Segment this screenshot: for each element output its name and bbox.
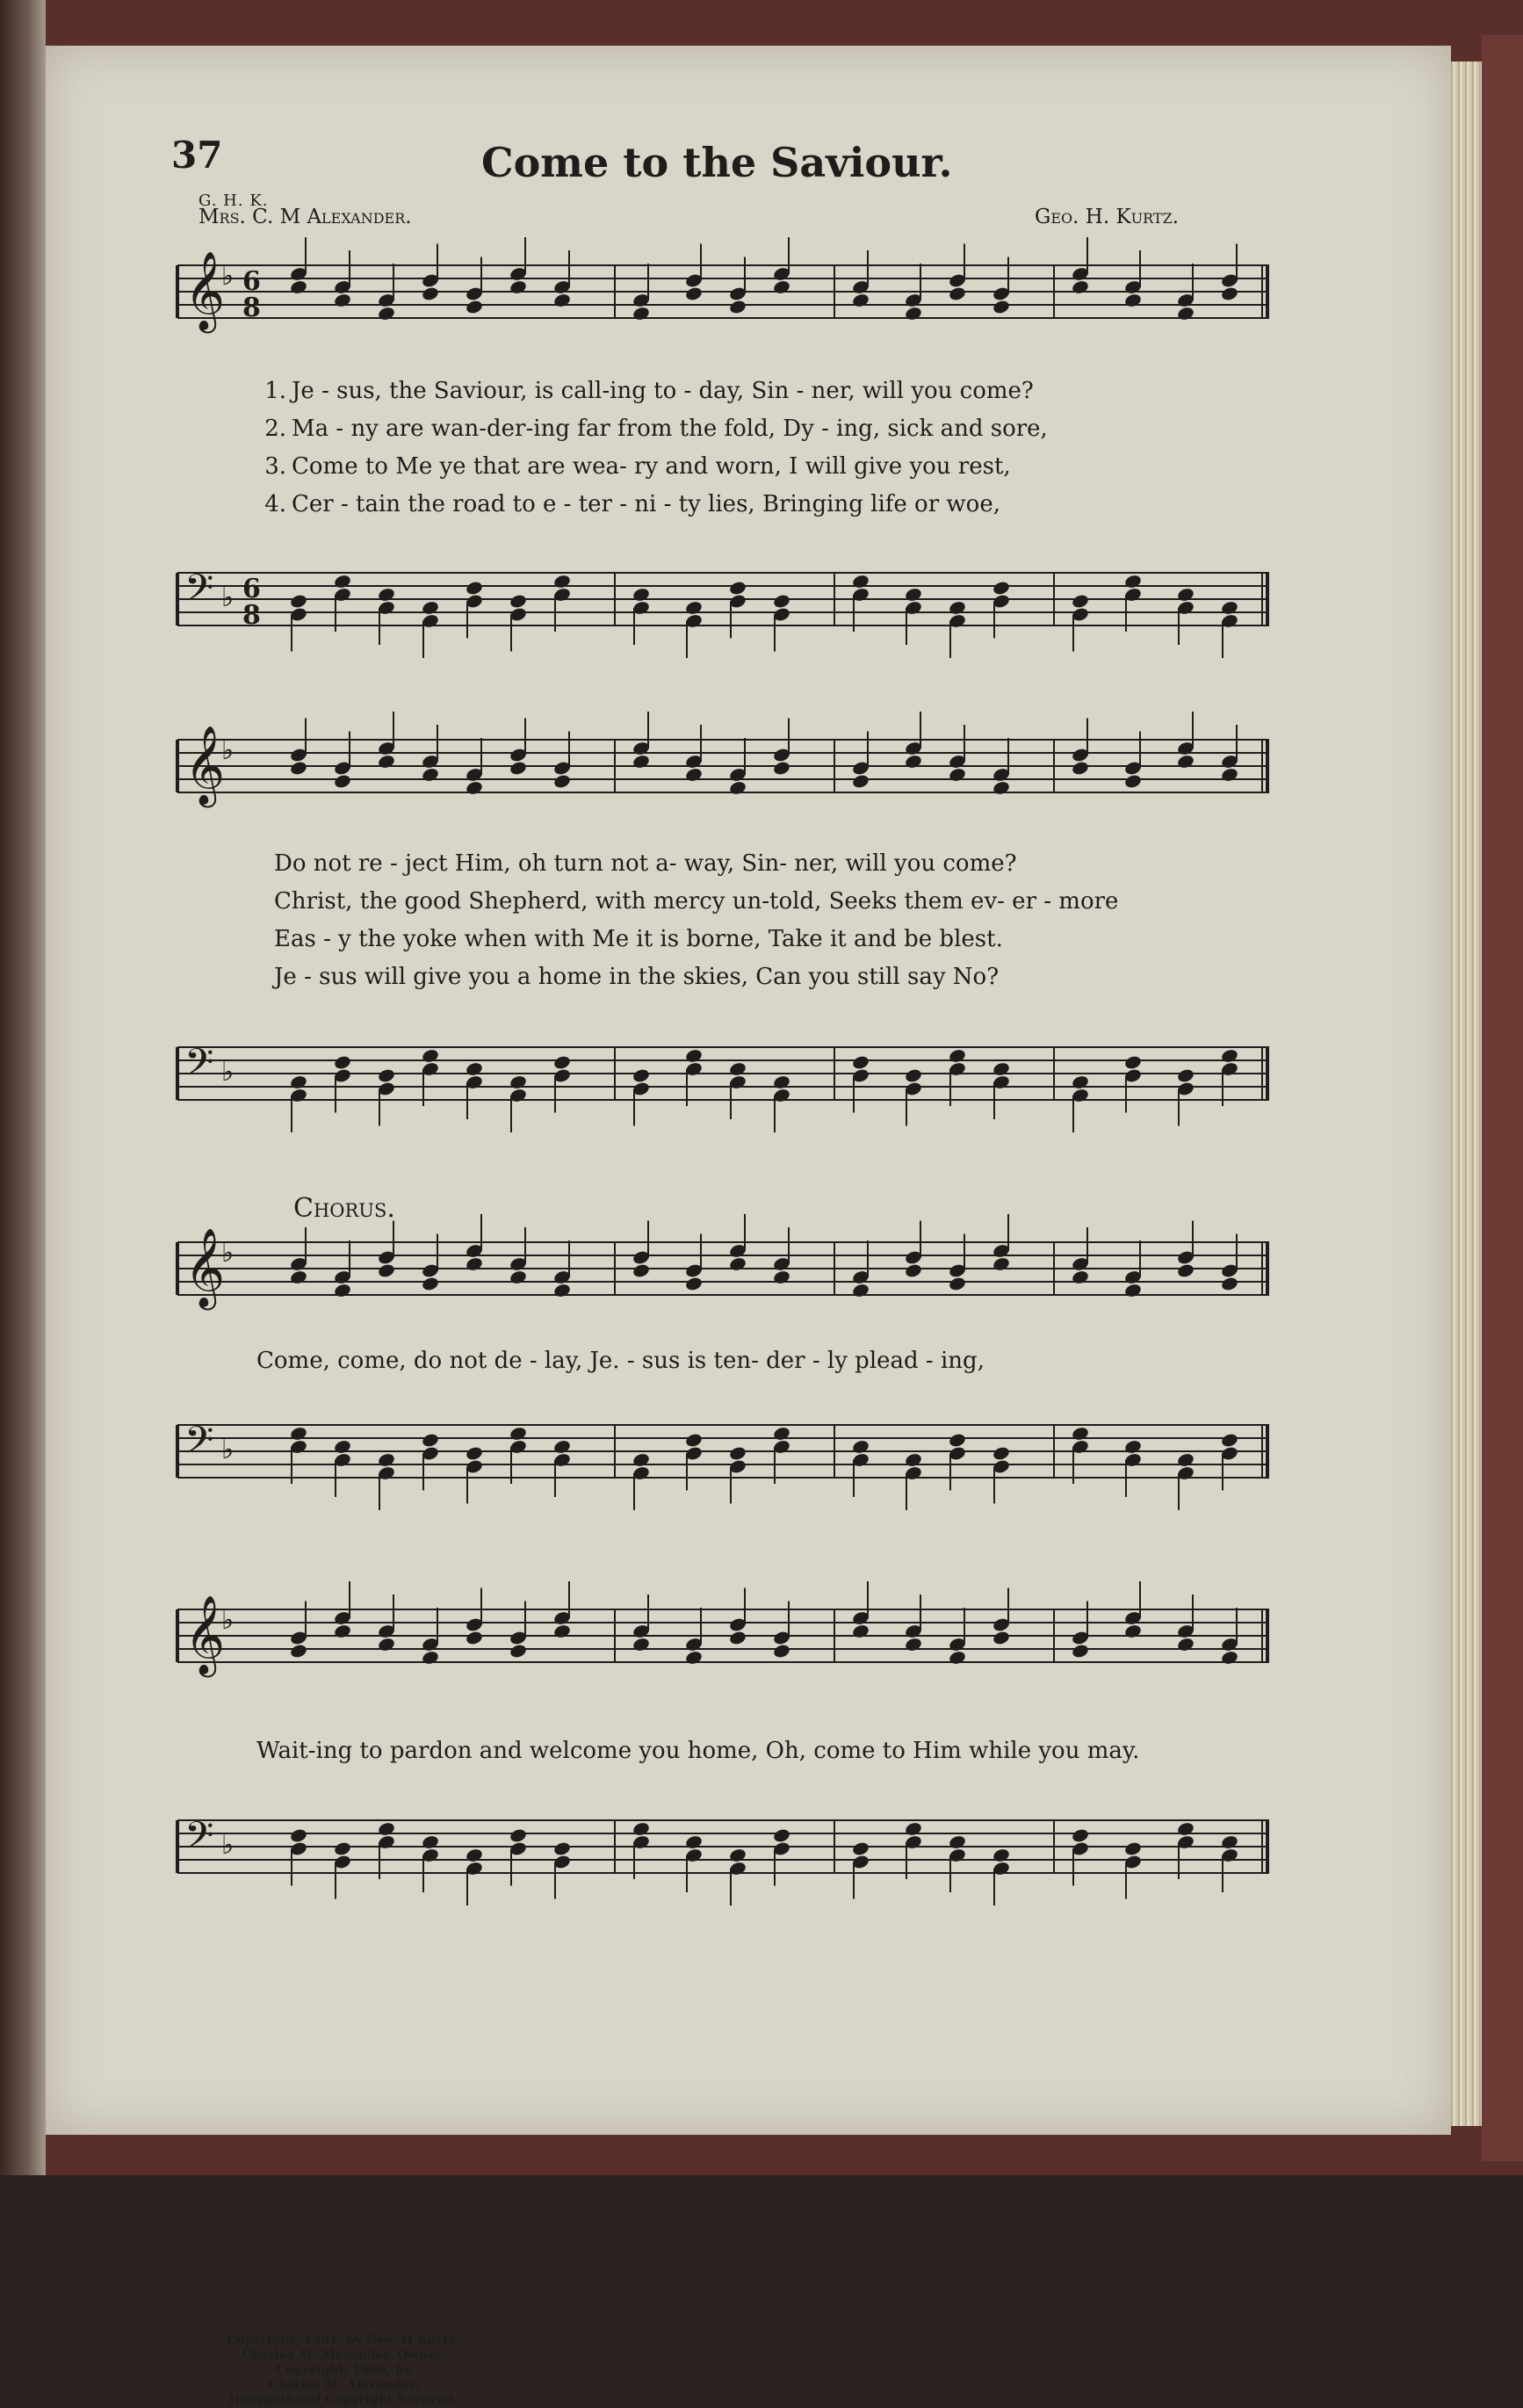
note-head xyxy=(1220,1834,1238,1850)
note-head xyxy=(904,754,922,770)
treble-clef-icon: 𝄞 xyxy=(184,1228,226,1307)
treble-clef-icon: 𝄞 xyxy=(184,726,226,805)
lyric-line: 1. Je - sus, the Saviour, is call-ing to - day, Sin - ner, will you come? xyxy=(264,378,1034,404)
left-page-edge xyxy=(0,0,46,2175)
time-signature-bottom: 8 xyxy=(242,293,261,323)
chorus-label: Chorus. xyxy=(293,1193,395,1224)
note-head xyxy=(1176,587,1195,603)
note-head xyxy=(632,1821,650,1837)
note-head xyxy=(948,1834,966,1850)
note-head xyxy=(851,574,870,589)
lyricist-initials: G. H. K. xyxy=(198,192,269,210)
note-head xyxy=(333,1283,351,1298)
note-head xyxy=(948,600,966,616)
note-head xyxy=(465,780,483,796)
note-head xyxy=(289,279,307,295)
note-head xyxy=(992,1061,1010,1077)
note-head xyxy=(289,1074,307,1090)
note-head xyxy=(728,1445,747,1461)
note-head xyxy=(728,1256,747,1272)
note-head xyxy=(1176,1821,1195,1837)
note-head xyxy=(772,1643,790,1659)
bass-staff-2 xyxy=(167,1037,1274,1133)
hymn-number: 37 xyxy=(171,134,223,177)
note-head xyxy=(904,306,922,322)
note-head xyxy=(289,760,307,776)
treble-staff-3 xyxy=(167,1228,1274,1328)
note-head xyxy=(1220,1650,1238,1666)
note-head xyxy=(851,773,870,789)
note-head xyxy=(904,1262,922,1278)
note-head xyxy=(684,1834,703,1850)
treble-staff-2 xyxy=(167,726,1274,826)
note-head xyxy=(465,1256,483,1272)
flat-icon: ♭ xyxy=(221,1830,235,1861)
note-head xyxy=(289,1827,307,1843)
note-head xyxy=(509,279,527,295)
note-head xyxy=(509,760,527,776)
note-head xyxy=(851,1439,870,1455)
note-head xyxy=(333,1054,351,1070)
note-head xyxy=(728,580,747,596)
note-head xyxy=(1176,306,1195,322)
note-head xyxy=(333,773,351,789)
note-head xyxy=(421,1834,439,1850)
note-head xyxy=(904,1821,922,1837)
note-head xyxy=(465,299,483,315)
note-head xyxy=(632,1262,650,1278)
note-head xyxy=(632,1637,650,1652)
note-head xyxy=(772,279,790,295)
note-head xyxy=(728,1848,747,1863)
note-head xyxy=(1220,286,1238,301)
note-head xyxy=(552,773,571,789)
note-head xyxy=(421,1650,439,1666)
time-signature-top: 6 xyxy=(242,266,261,297)
note-head xyxy=(684,286,703,301)
note-head xyxy=(1071,1074,1089,1090)
lyricist-name: Mrs. C. M Alexander. xyxy=(198,206,412,228)
lyric-line: Je - sus will give you a home in the skies, Can you still say No? xyxy=(274,964,1000,990)
note-head xyxy=(851,1283,870,1298)
note-head xyxy=(992,1256,1010,1272)
lyric-line: Christ, the good Shepherd, with mercy un-told, Seeks them ev- er - more xyxy=(274,888,1119,915)
lyric-line: 4. Cer - tain the road to e - ter - ni - ty lies, Bringing life or woe, xyxy=(264,491,1000,517)
note-head xyxy=(1123,773,1142,789)
note-head xyxy=(684,600,703,616)
treble-clef-icon: 𝄞 xyxy=(184,1595,226,1674)
note-head xyxy=(377,1262,395,1278)
lyric-line: Eas - y the yoke when with Me it is borne, Take it and be blest. xyxy=(274,926,1003,952)
note-head xyxy=(684,767,703,783)
note-head xyxy=(1123,1623,1142,1639)
note-head xyxy=(904,1067,922,1083)
lyric-line: Wait-ing to pardon and welcome you home, Oh, come to Him while you may. xyxy=(256,1738,1140,1764)
note-head xyxy=(728,1061,747,1077)
note-head xyxy=(632,587,650,603)
lyric-line: 3. Come to Me ye that are wea- ry and worn, I will give you rest, xyxy=(264,453,1011,480)
note-head xyxy=(684,1432,703,1448)
note-head xyxy=(465,1061,483,1077)
note-head xyxy=(728,780,747,796)
note-head xyxy=(1176,1452,1195,1468)
note-head xyxy=(632,1067,650,1083)
note-head xyxy=(552,1054,571,1070)
note-head xyxy=(992,1848,1010,1863)
note-head xyxy=(421,286,439,301)
note-head xyxy=(904,1452,922,1468)
note-head xyxy=(948,286,966,301)
hymn-title: Come to the Saviour. xyxy=(481,139,953,186)
note-head xyxy=(289,1643,307,1659)
note-head xyxy=(509,1643,527,1659)
bass-clef-icon: 𝄢 xyxy=(184,567,214,619)
note-head xyxy=(948,1650,966,1666)
note-head xyxy=(289,1426,307,1442)
bass-staff-4 xyxy=(167,1810,1274,1906)
note-head xyxy=(992,1630,1010,1645)
note-head xyxy=(509,593,527,609)
note-head xyxy=(509,1827,527,1843)
note-head xyxy=(948,1048,966,1064)
note-head xyxy=(1123,1840,1142,1856)
note-head xyxy=(948,767,966,783)
note-head xyxy=(1071,760,1089,776)
note-head xyxy=(851,1054,870,1070)
note-head xyxy=(333,293,351,308)
note-head xyxy=(333,1623,351,1639)
note-head xyxy=(377,1067,395,1083)
note-head xyxy=(904,587,922,603)
note-head xyxy=(1220,1276,1238,1291)
flat-icon: ♭ xyxy=(221,1605,235,1636)
note-head xyxy=(1123,1283,1142,1298)
flat-icon: ♭ xyxy=(221,261,235,292)
note-head xyxy=(772,1827,790,1843)
note-head xyxy=(992,1445,1010,1461)
note-head xyxy=(632,754,650,770)
note-head xyxy=(1220,1432,1238,1448)
note-head xyxy=(552,1840,571,1856)
time-signature-top: 6 xyxy=(242,574,261,604)
note-head xyxy=(333,1840,351,1856)
note-head xyxy=(948,1432,966,1448)
note-head xyxy=(1123,1054,1142,1070)
note-head xyxy=(1071,1827,1089,1843)
note-head xyxy=(377,754,395,770)
note-head xyxy=(1071,1426,1089,1442)
note-head xyxy=(772,1074,790,1090)
bass-staff-1 xyxy=(167,562,1274,659)
flat-icon: ♭ xyxy=(221,1238,235,1269)
note-head xyxy=(1176,1262,1195,1278)
note-head xyxy=(421,1276,439,1291)
note-head xyxy=(509,1426,527,1442)
flat-icon: ♭ xyxy=(221,1057,235,1088)
note-head xyxy=(552,574,571,589)
lyric-line: 2. Ma - ny are wan-der-ing far from the fold, Dy - ing, sick and sore, xyxy=(264,416,1048,442)
note-head xyxy=(421,1048,439,1064)
note-head xyxy=(684,1276,703,1291)
note-head xyxy=(728,1630,747,1645)
note-head xyxy=(1123,1439,1142,1455)
note-head xyxy=(377,306,395,322)
note-head xyxy=(684,1650,703,1666)
note-head xyxy=(552,293,571,308)
note-head xyxy=(1220,767,1238,783)
note-head xyxy=(465,1445,483,1461)
note-head xyxy=(684,1048,703,1064)
composer-name: Geo. H. Kurtz. xyxy=(1035,206,1180,228)
bass-clef-icon: 𝄢 xyxy=(184,1814,214,1867)
note-head xyxy=(1071,279,1089,295)
note-head xyxy=(1071,1643,1089,1659)
note-head xyxy=(772,760,790,776)
note-head xyxy=(509,1269,527,1285)
note-head xyxy=(421,767,439,783)
note-head xyxy=(1220,600,1238,616)
note-head xyxy=(465,1848,483,1863)
bass-staff-3 xyxy=(167,1414,1274,1511)
note-head xyxy=(1071,593,1089,609)
note-head xyxy=(552,1623,571,1639)
note-head xyxy=(421,1432,439,1448)
note-head xyxy=(509,1074,527,1090)
note-head xyxy=(552,1439,571,1455)
note-head xyxy=(948,1276,966,1291)
note-head xyxy=(992,299,1010,315)
flat-icon: ♭ xyxy=(221,582,235,613)
note-head xyxy=(772,593,790,609)
note-head xyxy=(1123,293,1142,308)
bass-clef-icon: 𝄢 xyxy=(184,1041,214,1094)
treble-clef-icon: 𝄞 xyxy=(184,251,226,330)
note-head xyxy=(851,1840,870,1856)
note-head xyxy=(377,587,395,603)
note-head xyxy=(1176,1067,1195,1083)
note-head xyxy=(772,1269,790,1285)
note-head xyxy=(1123,574,1142,589)
note-head xyxy=(992,580,1010,596)
note-head xyxy=(772,1426,790,1442)
note-head xyxy=(333,1439,351,1455)
bass-clef-icon: 𝄢 xyxy=(184,1419,214,1472)
note-head xyxy=(728,299,747,315)
lyric-line: Do not re - ject Him, oh turn not a- way, Sin- ner, will you come? xyxy=(274,850,1017,877)
note-head xyxy=(289,593,307,609)
flat-icon: ♭ xyxy=(221,1435,235,1465)
note-head xyxy=(333,574,351,589)
note-head xyxy=(465,580,483,596)
note-head xyxy=(421,600,439,616)
copyright-notice: Copyright, 1901, by Geo. H Kurtz. Charles M. Alexander. Owner. Copyright, 1908, by Charles M. Alexander, International Copyright Secured. xyxy=(227,2333,460,2407)
note-head xyxy=(851,1623,870,1639)
note-head xyxy=(632,306,650,322)
note-head xyxy=(377,1452,395,1468)
note-head xyxy=(904,1637,922,1652)
book-cover-edge xyxy=(1482,35,1523,2161)
note-head xyxy=(377,1637,395,1652)
note-head xyxy=(851,293,870,308)
note-head xyxy=(377,1821,395,1837)
note-head xyxy=(552,1283,571,1298)
treble-staff-4 xyxy=(167,1595,1274,1696)
note-head xyxy=(1176,754,1195,770)
note-head xyxy=(1220,1048,1238,1064)
note-head xyxy=(992,780,1010,796)
note-head xyxy=(1071,1269,1089,1285)
time-signature-bottom: 8 xyxy=(242,600,261,631)
flat-icon: ♭ xyxy=(221,735,235,766)
note-head xyxy=(465,1630,483,1645)
note-head xyxy=(632,1452,650,1468)
note-head xyxy=(1176,1637,1195,1652)
lyric-line: Come, come, do not de - lay, Je. - sus is ten- der - ly plead - ing, xyxy=(256,1348,985,1374)
note-head xyxy=(289,1269,307,1285)
treble-staff-1 xyxy=(167,251,1274,351)
